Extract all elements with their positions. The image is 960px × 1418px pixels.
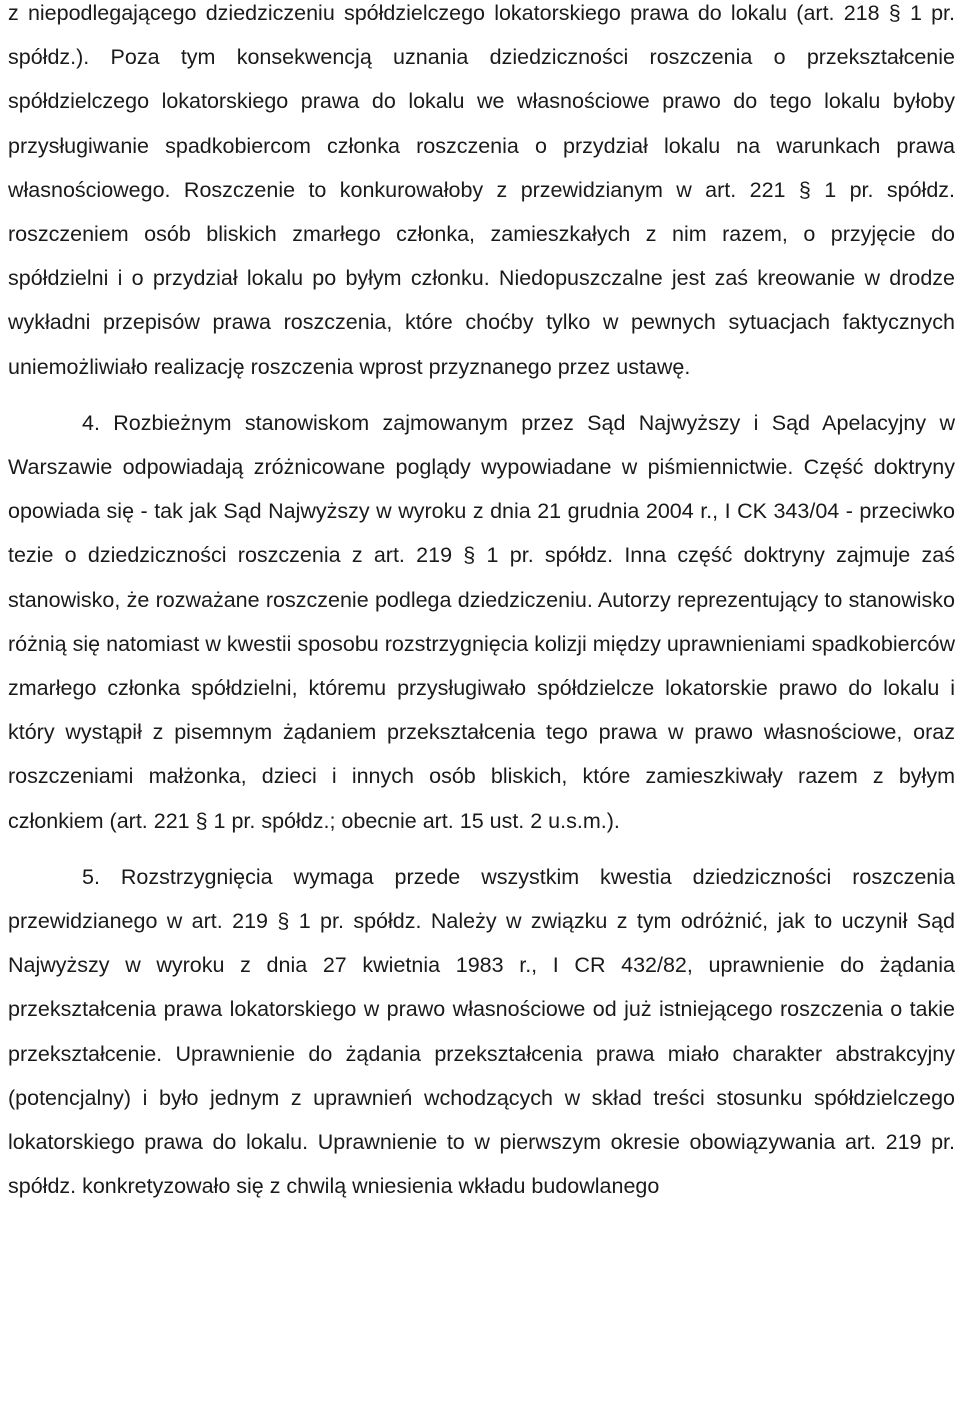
paragraph-continued: z niepodlegającego dziedziczeniu spółdzielczego lokatorskiego prawa do lokalu (art. 218 § 1 pr. spółdz.). Poza tym konsekwencją uznania dziedziczności roszczenia o przekształcenie spółdzielczego lokatorskiego prawa do lokalu we własnościowe prawo do tego lokalu byłoby przysługiwanie spadkobiercom członka roszczenia o przydział lokalu na warunkach prawa własnościowego. Roszczenie to konkurowałoby z przewidzianym w art. 221 § 1 pr. spółdz. roszczeniem osób bliskich zmarłego członka, zamieszkałych z nim razem, o przyjęcie do spółdzielni i o przydział lokalu po byłym członku. Niedopuszczalne jest zaś kreowanie w drodze wykładni przepisów prawa roszczenia, które choćby tylko w pewnych sytuacjach faktycznych uniemożliwiało realizację roszczenia wprost przyznanego przez ustawę. <box>8 1 955 379</box>
paragraph-5: 5. Rozstrzygnięcia wymaga przede wszystkim kwestia dziedziczności roszczenia przewidzianego w art. 219 § 1 pr. spółdz. Należy w związku z tym odróżnić, jak to uczynił Sąd Najwyższy w wyroku z dnia 27 kwietnia 1983 r., I CR 432/82, uprawnienie do żądania przekształcenia prawa lokatorskiego w prawo własnościowe od już istniejącego roszczenia o takie przekształcenie. Uprawnienie do żądania przekształcenia prawa miało charakter abstrakcyjny (potencjalny) i było jednym z uprawnień wchodzących w skład treści stosunku spółdzielczego lokatorskiego prawa do lokalu. Uprawnienie to w pierwszym okresie obowiązywania art. 219 pr. spółdz. konkretyzowało się z chwilą wniesienia wkładu budowlanego <box>8 864 955 1199</box>
paragraph-4: 4. Rozbieżnym stanowiskom zajmowanym przez Sąd Najwyższy i Sąd Apelacyjny w Warszawie odpowiadają zróżnicowane poglądy wypowiadane w piśmiennictwie. Część doktryny opowiada się - tak jak Sąd Najwyższy w wyroku z dnia 21 grudnia 2004 r., I CK 343/04 - przeciwko tezie o dziedziczności roszczenia z art. 219 § 1 pr. spółdz. Inna część doktryny zajmuje zaś stanowisko, że rozważane roszczenie podlega dziedziczeniu. Autorzy reprezentujący to stanowisko różnią się natomiast w kwestii sposobu rozstrzygnięcia kolizji między uprawnieniami spadkobierców zmarłego członka spółdzielni, któremu przysługiwało spółdzielcze lokatorskie prawo do lokalu i który wystąpił z pisemnym żądaniem przekształcenia tego prawa w prawo własnościowe, oraz roszczeniami małżonka, dzieci i innych osób bliskich, które zamieszkiwały razem z byłym członkiem (art. 221 § 1 pr. spółdz.; obecnie art. 15 ust. 2 u.s.m.). <box>8 410 955 833</box>
document-page <box>8 0 955 1208</box>
